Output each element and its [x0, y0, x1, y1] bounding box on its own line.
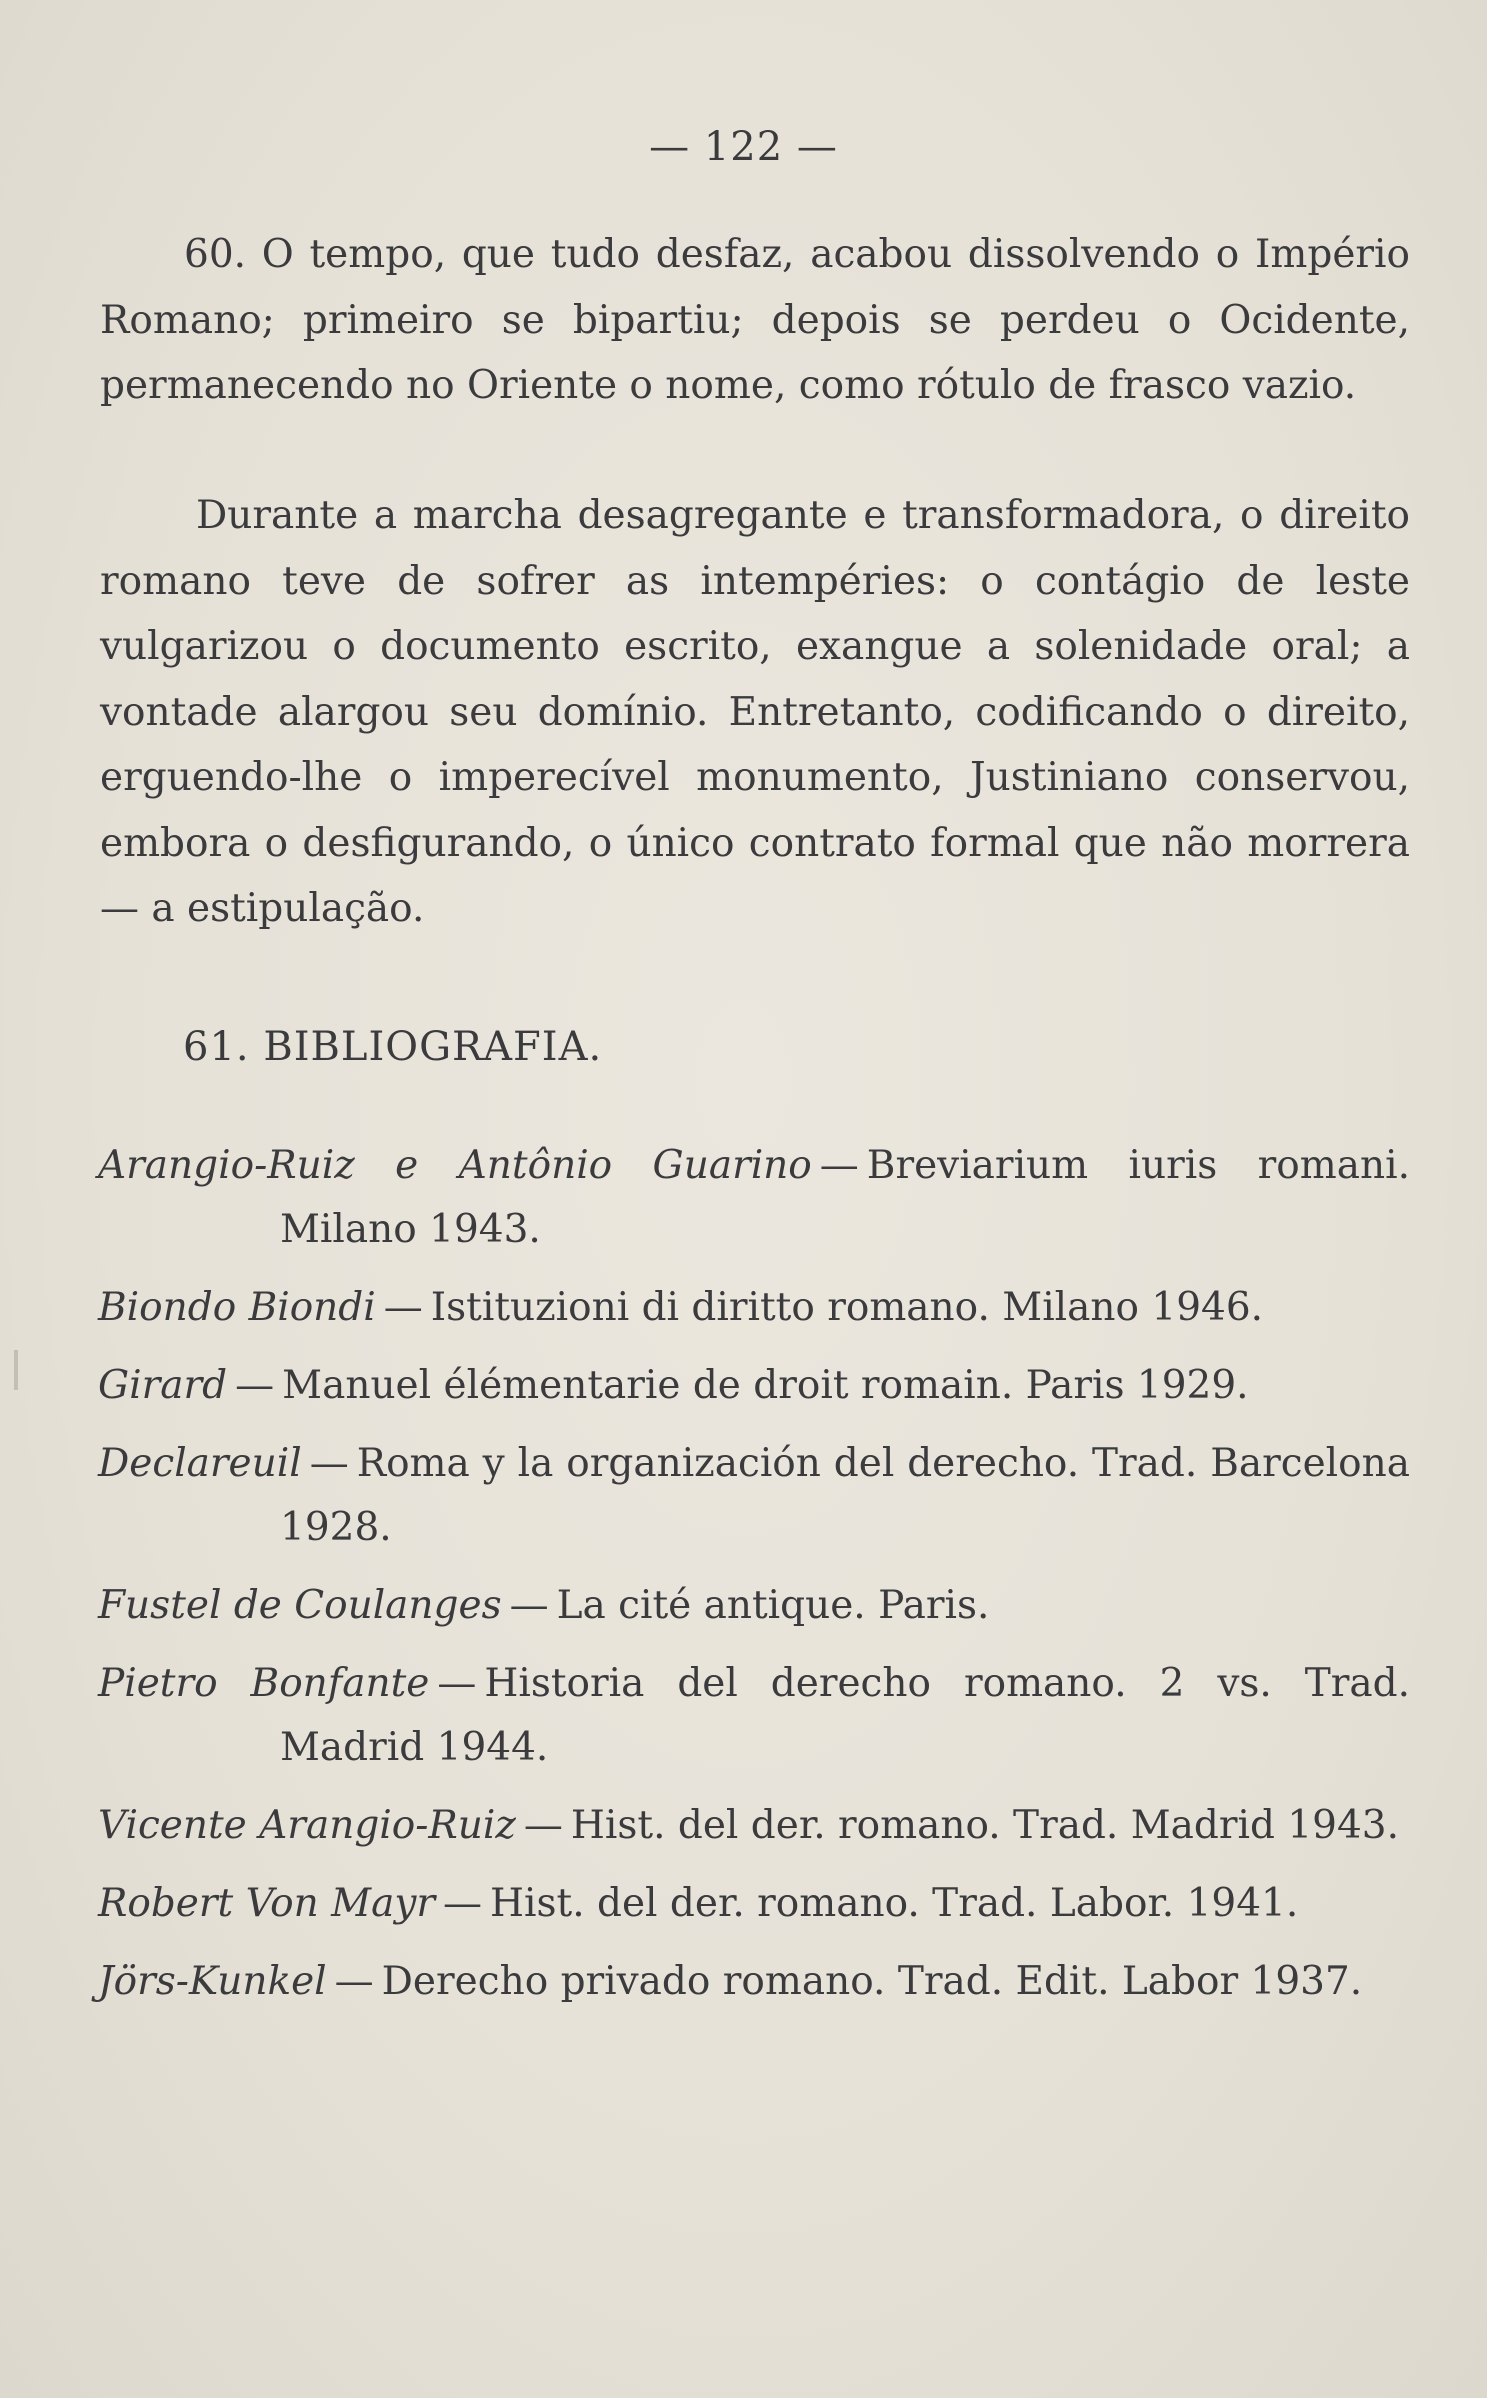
page-edge-mark [14, 1350, 18, 1390]
entry-separator: — [509, 1583, 549, 1628]
entry-work: Breviarium iuris romani. Milano 1943. [280, 1143, 1410, 1252]
entry-work: La cité antique. Paris. [556, 1583, 990, 1628]
entry-author: Arangio-Ruiz e Antônio Guarino [98, 1143, 812, 1188]
entry-work: Historia del derecho romano. 2 vs. Trad. Madrid 1944. [280, 1661, 1410, 1770]
entry-work: Hist. del der. romano. Trad. Labor. 1941. [490, 1881, 1299, 1926]
entry-author: Robert Von Mayr [98, 1881, 436, 1926]
bibliography-entry [98, 1950, 1410, 2014]
entry-author: Biondo Biondi [98, 1285, 376, 1330]
entry-author: Jörs-Kunkel [98, 1959, 327, 2004]
entry-separator: — [437, 1661, 477, 1706]
entry-author: Fustel de Coulanges [98, 1583, 502, 1628]
entry-author: Girard [98, 1363, 228, 1408]
entry-separator: — [819, 1143, 859, 1188]
entry-separator: — [523, 1803, 563, 1848]
paragraph-text: Durante a marcha desagregante e transformadora, o direito romano teve de sofrer as intempéries: o contágio de leste vulgarizou o documento escrito, exangue a solenidade oral; a vontade alargou seu domínio. Entretanto, codificando o direito, erguendo-lhe o imperecível monumento, Justiniano conservou, embora o desfigurando, o único contrato formal que não morrera — a estipulação. [100, 493, 1410, 931]
entry-work: Derecho privado romano. Trad. Edit. Labor 1937. [381, 1959, 1363, 2004]
entry-work: Istituzioni di diritto romano. Milano 1946. [430, 1285, 1264, 1330]
page-number: — 122 — [649, 124, 838, 170]
bibliography-entry [98, 1574, 1410, 1638]
bibliography-entry [98, 1652, 1410, 1780]
paragraph-60 [100, 222, 1410, 419]
bibliography-entry [98, 1872, 1410, 1936]
entry-author: Declareuil [98, 1441, 302, 1486]
entry-separator: — [334, 1959, 374, 2004]
entry-separator: — [235, 1363, 275, 1408]
entry-work: Hist. del der. romano. Trad. Madrid 1943. [570, 1803, 1400, 1848]
bibliography-entry [98, 1432, 1410, 1560]
bibliography-list [98, 1134, 1410, 2028]
entry-separator: — [309, 1441, 349, 1486]
section-heading: 61. BIBLIOGRAFIA. [183, 1024, 603, 1070]
entry-separator: — [383, 1285, 423, 1330]
entry-work: Roma y la organización del derecho. Trad. Barcelona 1928. [280, 1441, 1410, 1550]
bibliography-entry [98, 1276, 1410, 1340]
entry-work: Manuel élémentarie de droit romain. Paris 1929. [282, 1363, 1249, 1408]
entry-author: Vicente Arangio-Ruiz [98, 1803, 516, 1848]
bibliography-entry [98, 1134, 1410, 1262]
paragraph-text: 60. O tempo, que tudo desfaz, acabou dissolvendo o Império Romano; primeiro se bipartiu; depois se perdeu o Ocidente, permanecendo no Oriente o nome, como rótulo de frasco vazio. [100, 232, 1410, 408]
entry-author: Pietro Bonfante [98, 1661, 430, 1706]
entry-separator: — [443, 1881, 483, 1926]
bibliography-entry [98, 1794, 1410, 1858]
paragraph-durante [100, 483, 1410, 942]
bibliography-entry [98, 1354, 1410, 1418]
